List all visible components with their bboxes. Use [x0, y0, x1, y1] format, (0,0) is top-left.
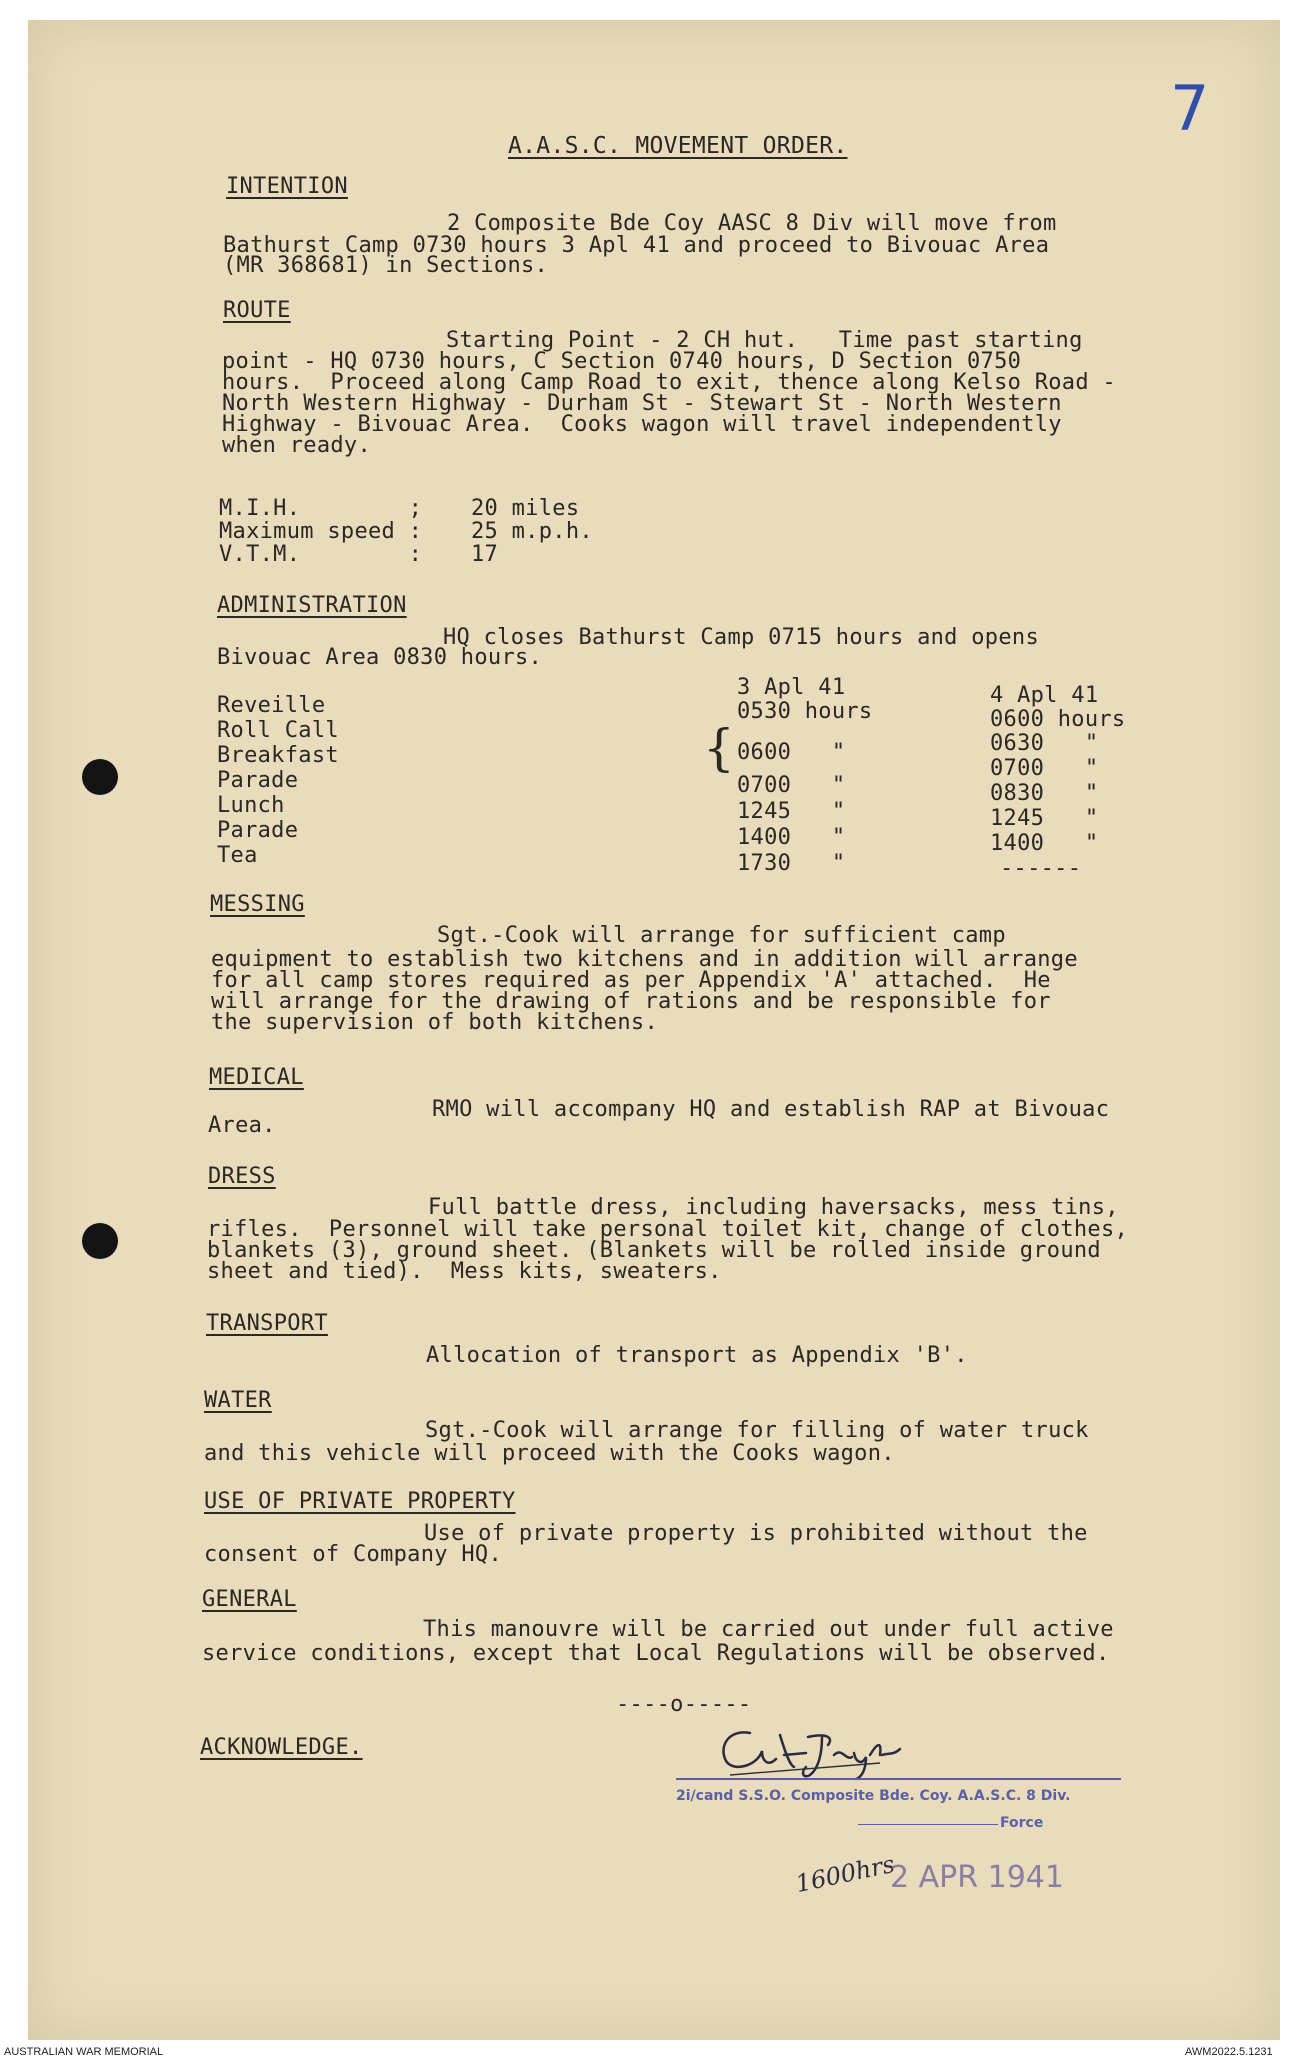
- schedule-col-header-3-apl: 3 Apl 41: [737, 675, 846, 700]
- route-stat-value: 20 miles: [471, 496, 580, 521]
- administration-line: HQ closes Bathurst Camp 0715 hours and opens: [443, 625, 1039, 650]
- route-line: Starting Point - 2 CH hut. Time past starting: [446, 328, 1083, 353]
- messing-line: for all camp stores required as per Appendix 'A' attached. He: [211, 968, 1051, 993]
- document-title: A.A.S.C. MOVEMENT ORDER.: [508, 133, 848, 159]
- dress-line: sheet and tied). Mess kits, sweaters.: [207, 1259, 722, 1284]
- schedule-4-apl-time: 0600 hours: [990, 707, 1126, 732]
- intention-line: Bathurst Camp 0730 hours 3 Apl 41 and proceed to Bivouac Area: [223, 233, 1050, 258]
- schedule-3-apl-time: 1245 ": [737, 799, 846, 824]
- route-line: when ready.: [222, 433, 371, 458]
- messing-line: the supervision of both kitchens.: [211, 1010, 658, 1035]
- punch-hole-lower: [82, 1223, 118, 1259]
- schedule-4-apl-time: 1400 ": [990, 831, 1099, 856]
- schedule-4-apl-time: 0630 ": [990, 731, 1099, 756]
- stamp-line: 2i/cand S.S.O. Composite Bde. Coy. A.A.S.C. 8 Div.: [676, 1788, 1071, 1804]
- separator: ----o-----: [616, 1692, 752, 1717]
- schedule-4-apl-time: 1245 ": [990, 806, 1099, 831]
- schedule-event: Lunch: [217, 793, 285, 818]
- dress-line: Full battle dress, including haversacks, mess tins,: [428, 1195, 1119, 1220]
- heading-water: WATER: [204, 1388, 272, 1413]
- water-line: Sgt.-Cook will arrange for filling of water truck: [425, 1418, 1089, 1443]
- date-handwritten: 1600hrs: [793, 1849, 898, 1899]
- dress-line: blankets (3), ground sheet. (Blankets will be rolled inside ground: [207, 1238, 1101, 1263]
- stamp-rule: [676, 1778, 1121, 1780]
- general-line: service conditions, except that Local Regulations will be observed.: [202, 1641, 1110, 1666]
- route-stat-label: Maximum speed :: [219, 519, 423, 544]
- schedule-brace: {: [703, 719, 735, 777]
- schedule-4-apl-time: 0700 ": [990, 756, 1099, 781]
- schedule-4-apl-time: 0830 ": [990, 781, 1099, 806]
- signature-handwritten: [710, 1715, 930, 1785]
- footer-right: AWM2022.5.1231: [1185, 2046, 1273, 2058]
- route-stat-label: M.I.H. ;: [219, 496, 423, 521]
- general-line: This manouvre will be carried out under full active: [423, 1617, 1114, 1642]
- schedule-3-apl-time: 1730 ": [737, 851, 846, 876]
- route-stat-value: 17: [471, 542, 499, 567]
- punch-hole-upper: [82, 759, 118, 795]
- dress-line: rifles. Personnel will take personal toilet kit, change of clothes,: [207, 1217, 1129, 1242]
- schedule-event: Parade: [217, 768, 299, 793]
- heading-private-property: USE OF PRIVATE PROPERTY: [204, 1489, 516, 1514]
- heading-transport: TRANSPORT: [206, 1311, 328, 1336]
- messing-line: will arrange for the drawing of rations and be responsible for: [211, 989, 1051, 1014]
- schedule-event: Roll Call: [217, 718, 339, 743]
- medical-line: Area.: [208, 1113, 276, 1138]
- date-stamp: 2 APR 1941: [890, 1860, 1064, 1895]
- intention-line: (MR 368681) in Sections.: [223, 253, 549, 278]
- route-line: hours. Proceed along Camp Road to exit, thence along Kelso Road -: [222, 370, 1116, 395]
- footer-left: AUSTRALIAN WAR MEMORIAL: [4, 2046, 164, 2058]
- route-stat-value: 25 m.p.h.: [471, 519, 593, 544]
- route-line: North Western Highway - Durham St - Stewart St - North Western: [222, 391, 1062, 416]
- transport-line: Allocation of transport as Appendix 'B'.: [426, 1343, 968, 1368]
- intention-line: 2 Composite Bde Coy AASC 8 Div will move from: [447, 211, 1057, 236]
- schedule-col-header-4-apl: 4 Apl 41: [990, 683, 1099, 708]
- schedule-event: Tea: [217, 843, 258, 868]
- schedule-event: Parade: [217, 818, 299, 843]
- schedule-3-apl-time: 0530 hours: [737, 699, 873, 724]
- heading-general: GENERAL: [202, 1587, 297, 1612]
- folio-number: 7: [1170, 72, 1210, 145]
- schedule-event: Reveille: [217, 693, 326, 718]
- heading-dress: DRESS: [208, 1164, 276, 1189]
- heading-administration: ADMINISTRATION: [217, 593, 407, 618]
- route-line: Highway - Bivouac Area. Cooks wagon will travel independently: [222, 412, 1062, 437]
- stamp-force: Force: [1000, 1815, 1044, 1831]
- messing-line: Sgt.-Cook will arrange for sufficient camp: [437, 923, 1006, 948]
- acknowledge-label: ACKNOWLEDGE.: [200, 1735, 363, 1760]
- private-property-line: consent of Company HQ.: [204, 1542, 502, 1567]
- schedule-3-apl-time: 1400 ": [737, 825, 846, 850]
- messing-line: equipment to establish two kitchens and in addition will arrange: [211, 947, 1078, 972]
- schedule-3-apl-time: 0600 ": [737, 740, 846, 765]
- water-line: and this vehicle will proceed with the Cooks wagon.: [204, 1441, 895, 1466]
- stamp-rule: [858, 1824, 998, 1825]
- heading-messing: MESSING: [210, 892, 305, 917]
- medical-line: RMO will accompany HQ and establish RAP at Bivouac: [432, 1097, 1110, 1122]
- schedule-3-apl-time: 0700 ": [737, 773, 846, 798]
- route-stat-label: V.T.M. :: [219, 542, 423, 567]
- schedule-4-apl-time: ------: [1000, 856, 1082, 881]
- heading-intention: INTENTION: [226, 174, 348, 199]
- schedule-event: Breakfast: [217, 743, 339, 768]
- administration-line: Bivouac Area 0830 hours.: [217, 645, 543, 670]
- private-property-line: Use of private property is prohibited without the: [424, 1521, 1088, 1546]
- heading-medical: MEDICAL: [209, 1065, 304, 1090]
- heading-route: ROUTE: [223, 298, 291, 323]
- route-line: point - HQ 0730 hours, C Section 0740 hours, D Section 0750: [222, 349, 1022, 374]
